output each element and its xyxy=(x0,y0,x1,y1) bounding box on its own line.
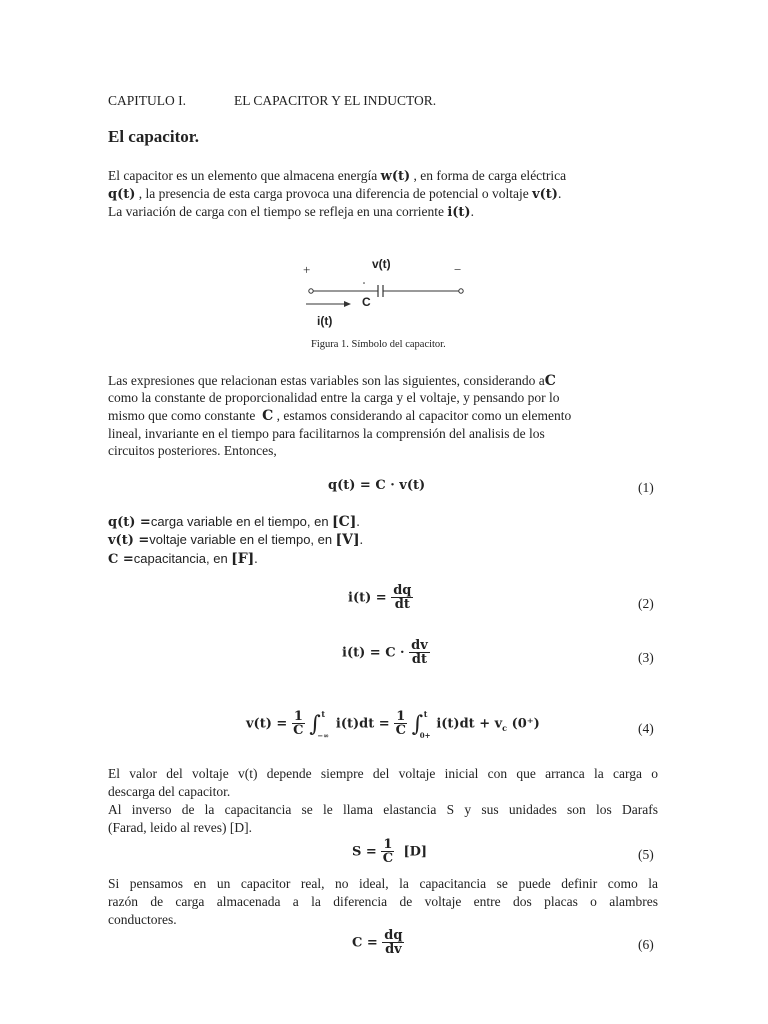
figure-caption: Figura 1. Símbolo del capacitor. xyxy=(311,339,446,350)
intro-line-2 xyxy=(108,185,561,204)
definition-v xyxy=(108,531,363,550)
eq5-denominator: C xyxy=(382,851,394,866)
eq2-fraction xyxy=(391,584,413,612)
equation-5 xyxy=(352,838,427,866)
para2-line-2: como la constante de proporcionalidad entre la carga y el voltaje, y pensando por lo xyxy=(108,390,560,405)
para3-line-3: Al inverso de la capacitancia se le llama elastancia S y sus unidades son los Darafs xyxy=(108,802,658,817)
intro-text: La variación de carga con el tiempo se refleja en una corriente xyxy=(108,204,444,219)
equation-3 xyxy=(342,639,430,667)
math-v: v(t) xyxy=(532,187,558,202)
eq5-fraction xyxy=(381,838,394,866)
def-text: voltaje variable en el tiempo, en xyxy=(149,532,333,547)
chapter-title: EL CAPACITOR Y EL INDUCTOR. xyxy=(234,93,437,108)
def-end: . xyxy=(254,551,258,566)
para2-line-4: lineal, invariante en el tiempo para facilitarnos la comprensión del analisis de los xyxy=(108,426,545,441)
integral-2-upper: t xyxy=(423,708,428,719)
eq3-fraction xyxy=(409,639,430,667)
minus-sign: − xyxy=(454,262,462,277)
capacitance-label: C xyxy=(362,295,371,309)
para2-line-3 xyxy=(108,407,571,425)
voltage-label: v(t) xyxy=(372,257,391,271)
integral-2-lower: 0+ xyxy=(419,730,431,740)
eq4-integrand-2: i(t)dt + v xyxy=(436,716,503,732)
current-label: i(t) xyxy=(317,314,333,328)
equation-1: q(t) = C · v(t) xyxy=(328,478,426,493)
eq6-denominator: dv xyxy=(385,942,402,957)
equation-4-number: (4) xyxy=(638,721,654,736)
equation-2-number: (2) xyxy=(638,596,654,611)
para4-line-2: razón de carga almacenada a la diferencia de voltaje entre dos placas o alambres xyxy=(108,894,658,909)
equation-4 xyxy=(246,710,540,738)
def-end: . xyxy=(359,532,363,547)
eq4-fraction-2 xyxy=(394,710,407,738)
para3-line-2: descarga del capacitor. xyxy=(108,784,231,799)
eq3-lhs: i(t) = C · xyxy=(342,645,405,661)
para2-text: , estamos considerando al capacitor como un elemento xyxy=(276,408,572,423)
eq2-denominator: dt xyxy=(394,597,410,612)
plus-sign: + xyxy=(303,262,311,277)
intro-text: . xyxy=(470,204,474,219)
def-symbol: C = xyxy=(108,552,134,567)
equation-1-number: (1) xyxy=(638,480,654,495)
intro-text: , en forma de carga eléctrica xyxy=(413,168,567,183)
def-unit: [V] xyxy=(335,532,360,548)
eq4-numerator: 1 xyxy=(396,709,406,724)
def-end: . xyxy=(356,514,360,529)
def-unit: [C] xyxy=(331,514,357,530)
para4-line-1: Si pensamos en un capacitor real, no ideal, la capacitancia se puede definir como la xyxy=(108,876,658,891)
eq4-subscript: c xyxy=(502,723,508,734)
eq4-denominator: C xyxy=(395,723,406,738)
eq6-fraction xyxy=(382,929,404,957)
para3-line-1: El valor del voltaje v(t) depende siempre del voltaje inicial con que arranca la carga o xyxy=(108,766,658,781)
integral-sign-2: ∫ t 0+ xyxy=(411,708,431,740)
definition-c xyxy=(108,550,258,569)
intro-text: El capacitor es un elemento que almacena energía xyxy=(108,168,378,183)
eq4-integrand-1: i(t)dt = xyxy=(335,716,390,732)
para2-text: Las expresiones que relacionan estas variables son las siguientes, considerando a xyxy=(108,373,545,388)
eq4-initial-value: (0⁺) xyxy=(511,716,540,732)
eq2-numerator: dq xyxy=(393,583,412,598)
eq2-lhs: i(t) = xyxy=(348,590,387,606)
def-symbol: v(t) = xyxy=(108,533,150,548)
eq6-numerator: dq xyxy=(384,928,403,943)
eq5-unit: [D] xyxy=(403,844,428,860)
equation-6-number: (6) xyxy=(638,937,654,952)
equation-2 xyxy=(348,584,413,612)
eq4-fraction-1 xyxy=(292,710,305,738)
eq5-lhs: S = xyxy=(352,844,377,860)
section-title: El capacitor. xyxy=(108,127,199,146)
para3-line-4: (Farad, leido al reves) [D]. xyxy=(108,820,252,835)
para2-line-5: circuitos posteriores. Entonces, xyxy=(108,443,277,458)
eq5-numerator: 1 xyxy=(383,837,393,852)
capacitor-figure xyxy=(296,255,476,335)
math-c: C xyxy=(544,373,556,389)
integral-1-lower: −∞ xyxy=(317,730,330,740)
def-unit: [F] xyxy=(231,551,255,567)
eq4-denominator: C xyxy=(293,723,304,738)
equation-5-number: (5) xyxy=(638,847,654,862)
integral-1-upper: t xyxy=(321,708,326,719)
intro-line-3 xyxy=(108,203,474,222)
math-c: C xyxy=(262,408,274,424)
equation-6 xyxy=(352,929,404,957)
math-w: w(t) xyxy=(380,169,411,184)
eq3-denominator: dt xyxy=(411,652,427,667)
def-symbol: q(t) = xyxy=(108,515,151,530)
equation-3-number: (3) xyxy=(638,650,654,665)
eq4-numerator: 1 xyxy=(293,709,303,724)
chapter-label: CAPITULO I. xyxy=(108,93,186,108)
integral-sign-1: ∫ t −∞ xyxy=(309,708,330,740)
intro-text: , la presencia de esta carga provoca una diferencia de potencial o voltaje xyxy=(138,186,529,201)
math-q: q(t) xyxy=(108,187,136,202)
definition-q xyxy=(108,513,360,532)
eq3-numerator: dv xyxy=(411,638,428,653)
para4-line-3: conductores. xyxy=(108,912,177,927)
intro-line-1 xyxy=(108,167,566,186)
para2-text: mismo que como constante xyxy=(108,408,256,423)
def-text: capacitancia, en xyxy=(133,551,228,566)
eq4-lhs: v(t) = xyxy=(246,716,288,732)
intro-text: . xyxy=(557,186,562,201)
para2-line-1 xyxy=(108,372,556,390)
math-i: i(t) xyxy=(447,205,471,220)
eq6-lhs: C = xyxy=(352,935,378,951)
def-text: carga variable en el tiempo, en xyxy=(150,514,329,529)
